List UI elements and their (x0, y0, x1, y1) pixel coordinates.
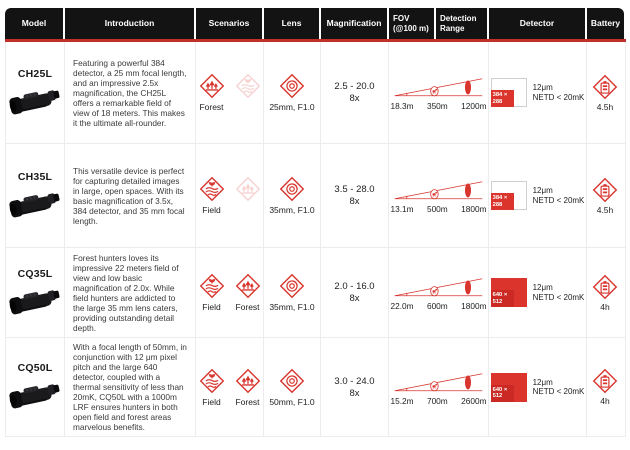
fov-value: 22.0m (390, 301, 414, 311)
scenario-forest (196, 73, 227, 112)
scenario-field (196, 176, 227, 215)
intro-cell: Forest hunters loves its impressive 22 meters field of view and low basic magnification of 2.0x. While field hunters are addicted to the large 35 mm lens caters, providing outstanding detail depth. (65, 248, 196, 337)
forest-icon (235, 176, 261, 202)
magnification-base: 8x (349, 387, 360, 399)
model-cell (6, 338, 65, 436)
detection-header-line2: Range (440, 23, 465, 33)
netd: NETD < 20mK (532, 92, 585, 102)
field-icon (199, 273, 225, 299)
fov-value: 15.2m (390, 395, 414, 406)
battery-icon (592, 274, 618, 300)
table-header (5, 8, 626, 39)
detector-res-line2: 288 (492, 201, 503, 208)
scenario-label: Field (202, 302, 221, 312)
intro-cell: With a focal length of 50mm, in conjunction with 12 μm pixel pitch and the large 640 detector, coupled with a thermal sensitivity of less than 20mK, CQ50L with a 1000m LRF ensures hunters in both open field and forest areas marvelous benefits. (65, 338, 196, 436)
battery-icon (592, 177, 618, 203)
col-header-battery: Battery (587, 8, 624, 39)
intro-cell: This versatile device is perfect for capturing detailed images in large, open spaces. With its basic magnification of 3.5x, 384 detector, and 35 mm focal length. (65, 144, 196, 247)
detector-resolution-box (491, 78, 527, 107)
fov-diagram (393, 369, 485, 395)
table-row-cq35l (6, 248, 625, 338)
netd: NETD < 20mK (532, 195, 585, 205)
col-header-introduction: Introduction (65, 8, 196, 39)
magnification-base: 8x (349, 93, 360, 104)
detector-resolution-box (491, 181, 527, 210)
detector-cell (489, 42, 587, 143)
col-header-detection-range (436, 8, 489, 39)
fov-value: 18.3m (390, 101, 414, 111)
forest-icon (235, 273, 261, 299)
col-header-magnification: Magnification (321, 8, 389, 39)
magnification-cell (321, 248, 389, 337)
lens-cell (264, 42, 321, 143)
magnification-cell (321, 144, 389, 247)
col-header-detector: Detector (489, 8, 587, 39)
field-icon (235, 73, 261, 99)
magnification-cell (321, 338, 389, 436)
lens-spec: 25mm, F1.0 (269, 102, 315, 112)
lens-spec: 35mm, F1.0 (269, 302, 315, 312)
lens-spec: 50mm, F1.0 (269, 396, 315, 407)
monocular-image (8, 282, 62, 318)
fov-diagram (393, 74, 485, 100)
lens-cell (264, 338, 321, 436)
comparison-table (5, 8, 626, 437)
scenario-label: Forest (235, 396, 260, 407)
battery-icon (592, 74, 618, 100)
lens-cell (264, 144, 321, 247)
detector-res-line2: 512 (492, 393, 503, 400)
battery-life: 4.5h (596, 204, 614, 215)
magnification-range: 3.5 - 28.0 (334, 184, 375, 195)
detection-header-line1: Detection (440, 14, 477, 23)
lens-icon (279, 368, 305, 394)
detector-res-line1: 384 × (492, 92, 508, 98)
detector-cell (489, 144, 587, 247)
model-name: CQ35L (17, 267, 53, 280)
detector-resolution-box (491, 373, 527, 402)
pixel-pitch: 12μm (532, 283, 553, 292)
model-name: CH35L (17, 170, 53, 183)
battery-cell (587, 42, 623, 143)
table-row-ch35l (6, 144, 625, 248)
table-row-cq50l (6, 338, 625, 436)
monocular-image (8, 185, 62, 221)
magnification-range: 3.0 - 24.0 (334, 375, 375, 387)
pixel-pitch: 12μm (532, 186, 553, 195)
battery-cell (587, 248, 623, 337)
scenario-forest (232, 368, 263, 407)
detector-res-line1: 384 × (492, 195, 508, 201)
scenarios-cell (196, 144, 264, 247)
range-cell (389, 338, 489, 436)
model-name: CQ50L (17, 362, 53, 374)
pixel-pitch: 12μm (532, 83, 553, 92)
battery-life: 4h (600, 301, 610, 312)
col-header-lens: Lens (264, 8, 321, 39)
lens-icon (279, 273, 305, 299)
scenario-label: Forest (235, 302, 260, 312)
intro-cell: Featuring a powerful 384 detector, a 25 mm focal length, and an impressive 2.5x magnification, the CH25L offers a remarkable field of view of 18 meters. This makes it the ultimate all-rounder. (65, 42, 196, 143)
scenario-label: Field (202, 396, 221, 407)
magnification-cell (321, 42, 389, 143)
detection-max-value: 1800m (461, 301, 487, 311)
col-header-scenarios: Scenarios (196, 8, 264, 39)
model-cell (6, 42, 65, 143)
battery-cell (587, 144, 623, 247)
scenario-forest-inactive (232, 176, 263, 215)
scenario-label: Forest (199, 102, 224, 112)
detector-res-line2: 512 (492, 298, 503, 305)
fov-header-line1: FOV (393, 14, 410, 23)
fov-diagram (393, 274, 485, 300)
range-cell (389, 42, 489, 143)
magnification-range: 2.0 - 16.0 (334, 281, 375, 292)
detector-cell (489, 248, 587, 337)
col-header-model: Model (5, 8, 65, 39)
forest-icon (199, 73, 225, 99)
lens-spec: 35mm, F1.0 (269, 205, 315, 215)
scenarios-cell (196, 248, 264, 337)
detection-max-value: 2600m (461, 395, 487, 406)
detector-res-line1: 640 × (492, 386, 508, 393)
range-cell (389, 248, 489, 337)
magnification-range: 2.5 - 20.0 (334, 81, 375, 92)
field-icon (199, 368, 225, 394)
scenario-forest (232, 273, 263, 312)
forest-icon (235, 368, 261, 394)
detector-res-line2: 288 (492, 98, 503, 105)
model-cell (6, 144, 65, 247)
battery-life: 4.5h (596, 101, 614, 112)
magnification-base: 8x (349, 196, 360, 207)
table-body (5, 42, 626, 437)
detector-res-line1: 640 × (492, 292, 508, 298)
pixel-pitch: 12μm (532, 377, 553, 387)
lens-icon (279, 176, 305, 202)
lens-icon (279, 73, 305, 99)
col-header-fov (389, 8, 436, 39)
scenarios-cell (196, 338, 264, 436)
model-cell (6, 248, 65, 337)
fov-diagram (393, 177, 485, 203)
scenarios-cell (196, 42, 264, 143)
detection-mid-value: 700m (426, 395, 448, 406)
range-cell (389, 144, 489, 247)
fov-value: 13.1m (390, 204, 414, 214)
detection-mid-value: 500m (426, 204, 448, 214)
lens-cell (264, 248, 321, 337)
field-icon (199, 176, 225, 202)
model-name: CH25L (17, 67, 53, 80)
detection-max-value: 1200m (461, 101, 487, 111)
monocular-image (8, 82, 62, 118)
scenario-field-inactive (232, 73, 263, 112)
magnification-base: 8x (349, 293, 360, 304)
scenario-label: Field (202, 205, 221, 215)
scenario-field (196, 368, 227, 407)
battery-cell (587, 338, 623, 436)
detection-mid-value: 350m (426, 101, 448, 111)
battery-icon (592, 368, 618, 394)
detector-cell (489, 338, 587, 436)
fov-header-line2: (@100 m) (393, 23, 429, 33)
netd: NETD < 20mK (532, 292, 585, 302)
detection-max-value: 1800m (461, 204, 487, 214)
battery-life: 4h (600, 396, 610, 406)
monocular-image (8, 376, 62, 412)
detector-resolution-box (491, 278, 527, 307)
scenario-field (196, 273, 227, 312)
netd: NETD < 20mK (532, 387, 585, 396)
detection-mid-value: 600m (426, 301, 448, 311)
table-row-ch25l (6, 42, 625, 144)
